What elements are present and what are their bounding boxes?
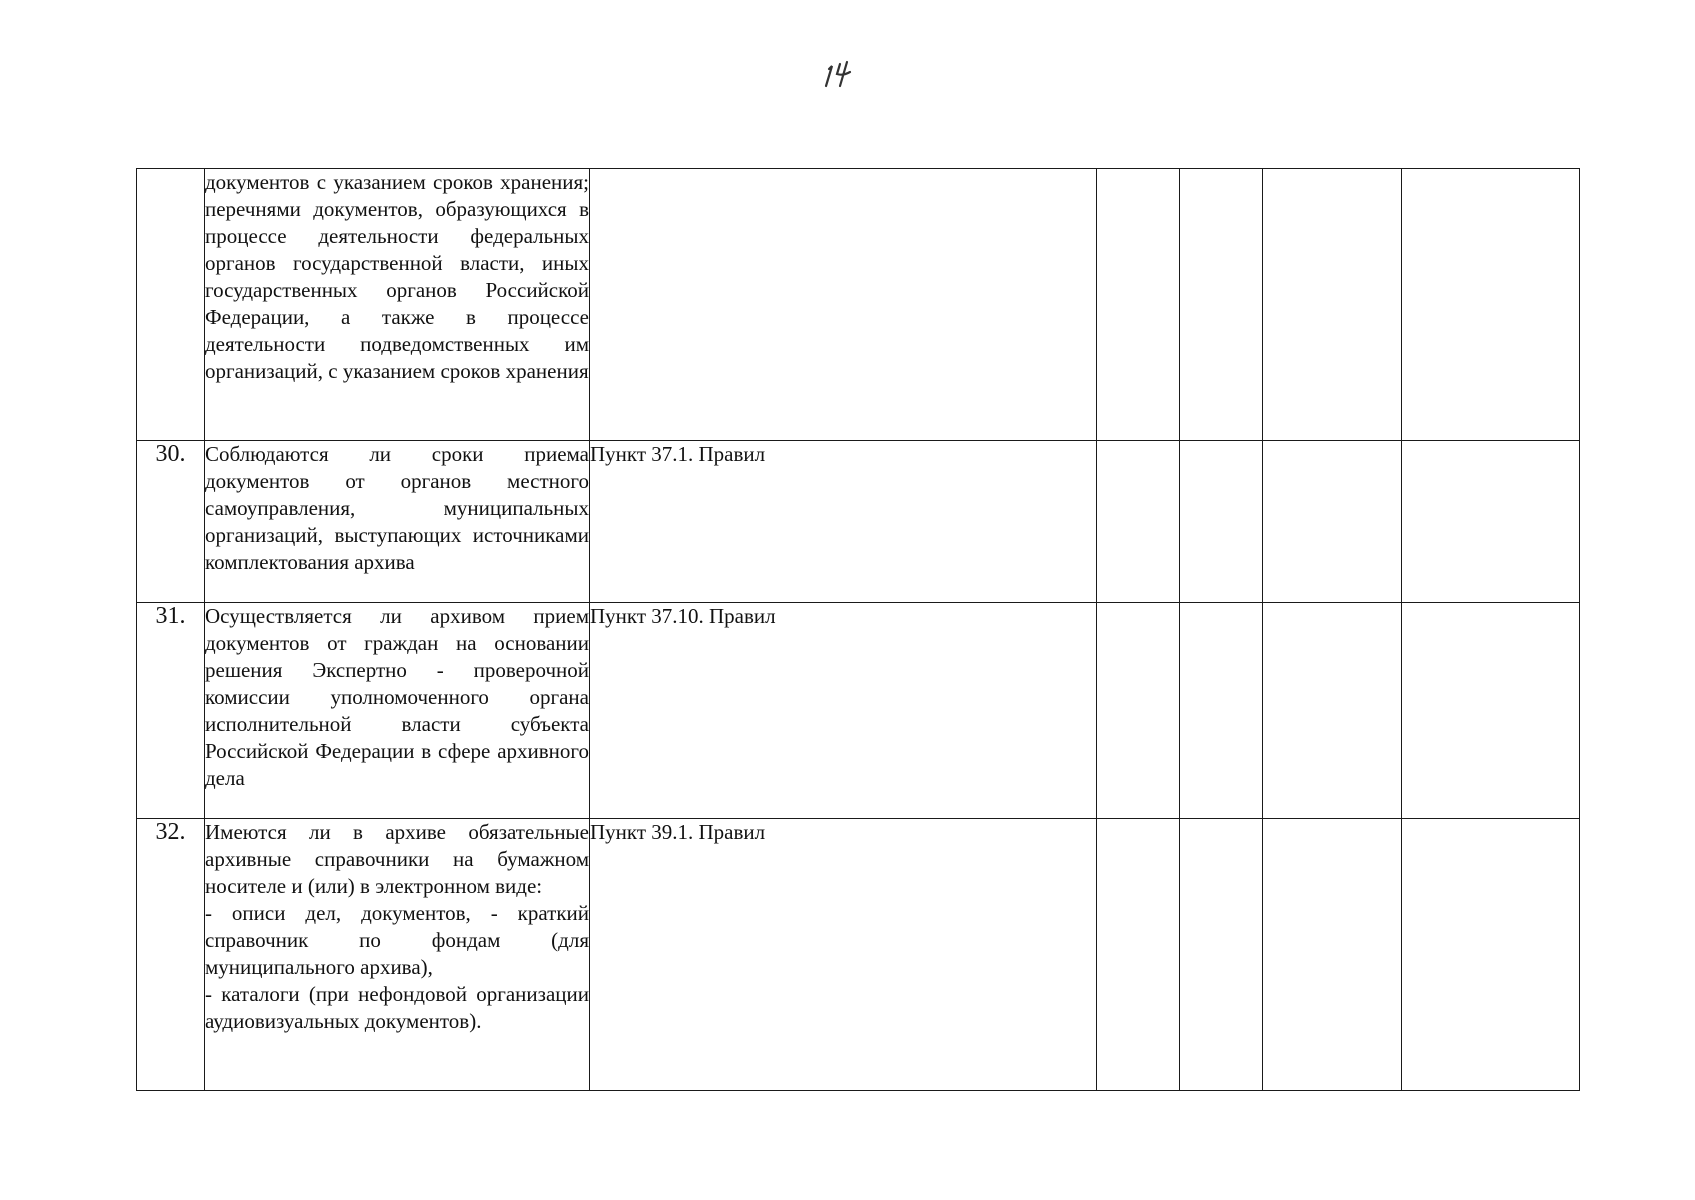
- question-line: - каталоги (при нефондовой организации аудиовизуальных документов).: [205, 982, 589, 1033]
- answer-no-cell: [1180, 169, 1263, 441]
- table-row: [137, 819, 1580, 1091]
- checklist-table: [136, 168, 1580, 1091]
- question-line: - описи дел, документов, - краткий справочник по фондам (для муниципального архива),: [205, 901, 589, 979]
- note-cell: [1402, 819, 1580, 1091]
- legal-reference: Пункт 37.10. Правил: [590, 603, 1097, 819]
- answer-not-applicable-cell: [1263, 603, 1402, 819]
- row-number: 32.: [137, 819, 205, 1091]
- table-row: [137, 441, 1580, 603]
- note-cell: [1402, 169, 1580, 441]
- row-number: [137, 169, 205, 441]
- answer-no-cell: [1180, 603, 1263, 819]
- handwritten-page-number: [820, 52, 880, 92]
- note-cell: [1402, 441, 1580, 603]
- legal-reference: [590, 169, 1097, 441]
- answer-yes-cell: [1097, 819, 1180, 1091]
- answer-not-applicable-cell: [1263, 441, 1402, 603]
- legal-reference: Пункт 39.1. Правил: [590, 819, 1097, 1091]
- answer-yes-cell: [1097, 169, 1180, 441]
- answer-not-applicable-cell: [1263, 819, 1402, 1091]
- note-cell: [1402, 603, 1580, 819]
- question-text: Соблюдаются ли сроки приема документов от органов местного самоуправления, муниципальных организаций, выступающих источниками комплектования архива: [205, 441, 590, 603]
- question-line: Имеются ли в архиве обязательные архивные справочники на бумажном носителе и (или) в электронном виде:: [205, 820, 589, 898]
- table-row: [137, 603, 1580, 819]
- answer-not-applicable-cell: [1263, 169, 1402, 441]
- answer-yes-cell: [1097, 441, 1180, 603]
- question-text: Осуществляется ли архивом прием документов от граждан на основании решения Экспертно - проверочной комиссии уполномоченного органа исполнительной власти субъекта Российской Федерации в сфере архивного дела: [205, 603, 590, 819]
- question-text: [205, 819, 590, 1091]
- question-text: документов с указанием сроков хранения; перечнями документов, образующихся в процессе деятельности федеральных органов государственной власти, иных государственных органов Российской Федерации, а также в процессе деятельности подведомственных им организаций, с указанием сроков хранения: [205, 169, 590, 441]
- answer-no-cell: [1180, 441, 1263, 603]
- page-number: [820, 52, 880, 92]
- row-number: 30.: [137, 441, 205, 603]
- table-row: [137, 169, 1580, 441]
- answer-no-cell: [1180, 819, 1263, 1091]
- legal-reference: Пункт 37.1. Правил: [590, 441, 1097, 603]
- answer-yes-cell: [1097, 603, 1180, 819]
- row-number: 31.: [137, 603, 205, 819]
